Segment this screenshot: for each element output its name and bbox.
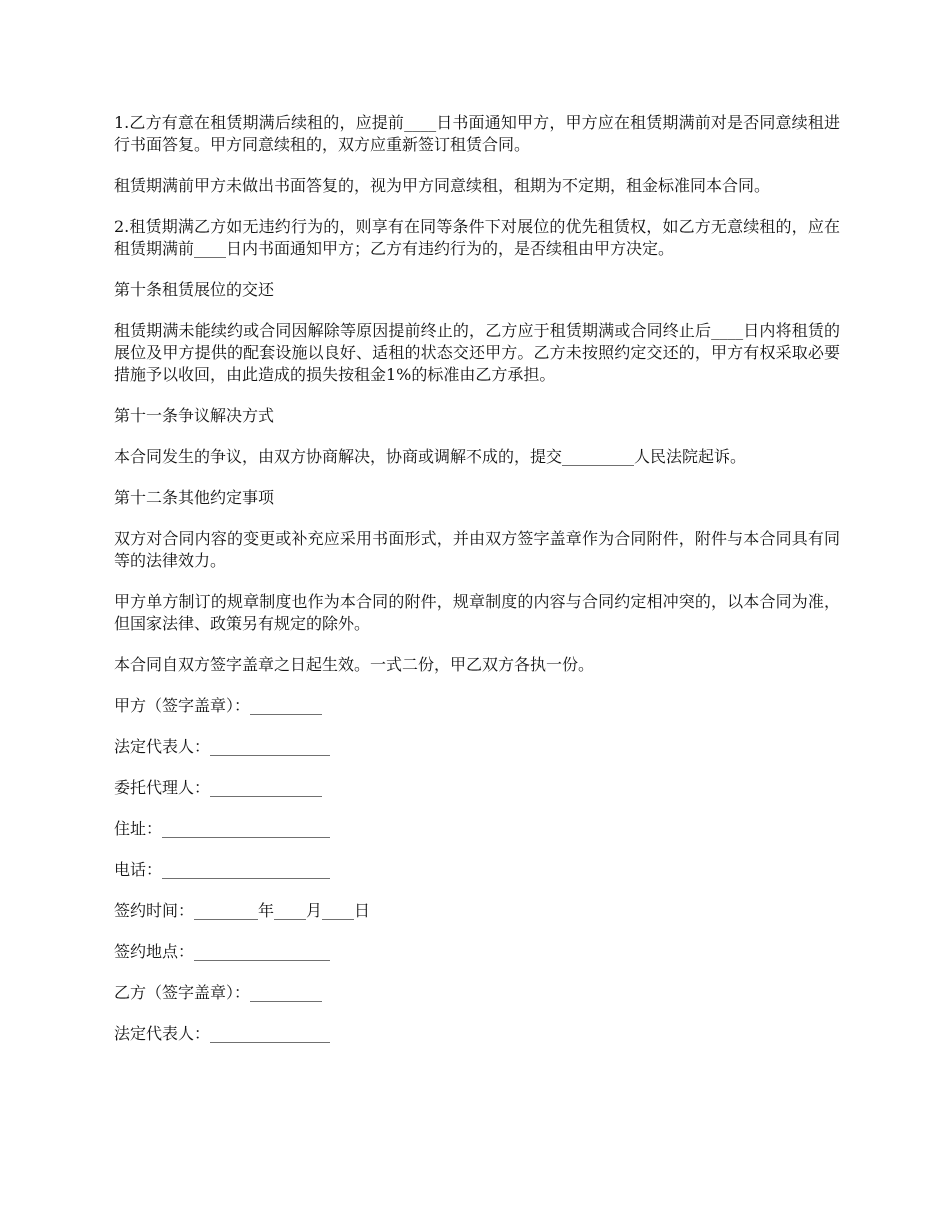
clause-12-paragraph-1: 双方对合同内容的变更或补充应采用书面形式，并由双方签字盖章作为合同附件，附件与本合同具有同等的法律效力。 xyxy=(114,529,840,570)
sign-date-line: 签约时间：________年____月____日 xyxy=(114,901,371,920)
clause-10-body: 租赁期满未能续约或合同因解除等原因提前终止的，乙方应于租赁期满或合同终止后____日内将租赁的展位及甲方提供的配套设施以良好、适租的状态交还甲方。乙方未按照约定交还的，甲方有权采取必要措施予以收回，由此造成的损失按租金1%的标准由乙方承担。 xyxy=(114,321,840,384)
party-a-signature-line: 甲方（签字盖章）：_________ xyxy=(114,696,323,715)
clause-10-heading: 第十条租赁展位的交还 xyxy=(114,280,275,299)
clause-9-paragraph-2: 租赁期满前甲方未做出书面答复的，视为甲方同意续租，租期为不定期，租金标准同本合同。 xyxy=(114,176,771,195)
sign-place-line: 签约地点：_________________ xyxy=(114,942,331,961)
contract-page xyxy=(114,112,840,1064)
clause-9-paragraph-3: 2.租赁期满乙方如无违约行为的，则享有在同等条件下对展位的优先租赁权，如乙方无意续租的，应在租赁期满前____日内书面通知甲方；乙方有违约行为的，是否续租由甲方决定。 xyxy=(114,217,840,258)
phone-line: 电话：_____________________ xyxy=(114,860,331,879)
party-b-legal-rep-line: 法定代表人：_______________ xyxy=(114,1024,331,1043)
party-b-signature-line: 乙方（签字盖章）：_________ xyxy=(114,983,323,1002)
party-a-legal-rep-line: 法定代表人：_______________ xyxy=(114,737,331,756)
clause-12-paragraph-3: 本合同自双方签字盖章之日起生效。一式二份，甲乙双方各执一份。 xyxy=(114,655,595,674)
clause-11-heading: 第十一条争议解决方式 xyxy=(114,406,275,425)
clause-9-paragraph-1: 1.乙方有意在租赁期满后续租的，应提前____日书面通知甲方，甲方应在租赁期满前对是否同意续租进行书面答复。甲方同意续租的，双方应重新签订租赁合同。 xyxy=(114,113,840,154)
party-a-agent-line: 委托代理人：______________ xyxy=(114,778,323,797)
clause-12-paragraph-2: 甲方单方制订的规章制度也作为本合同的附件，规章制度的内容与合同约定相冲突的，以本合同为准，但国家法律、政策另有规定的除外。 xyxy=(114,592,840,633)
clause-11-body: 本合同发生的争议，由双方协商解决，协商或调解不成的，提交_________人民法院起诉。 xyxy=(114,447,747,466)
clause-12-heading: 第十二条其他约定事项 xyxy=(114,488,275,507)
address-line: 住址：_____________________ xyxy=(114,819,331,838)
